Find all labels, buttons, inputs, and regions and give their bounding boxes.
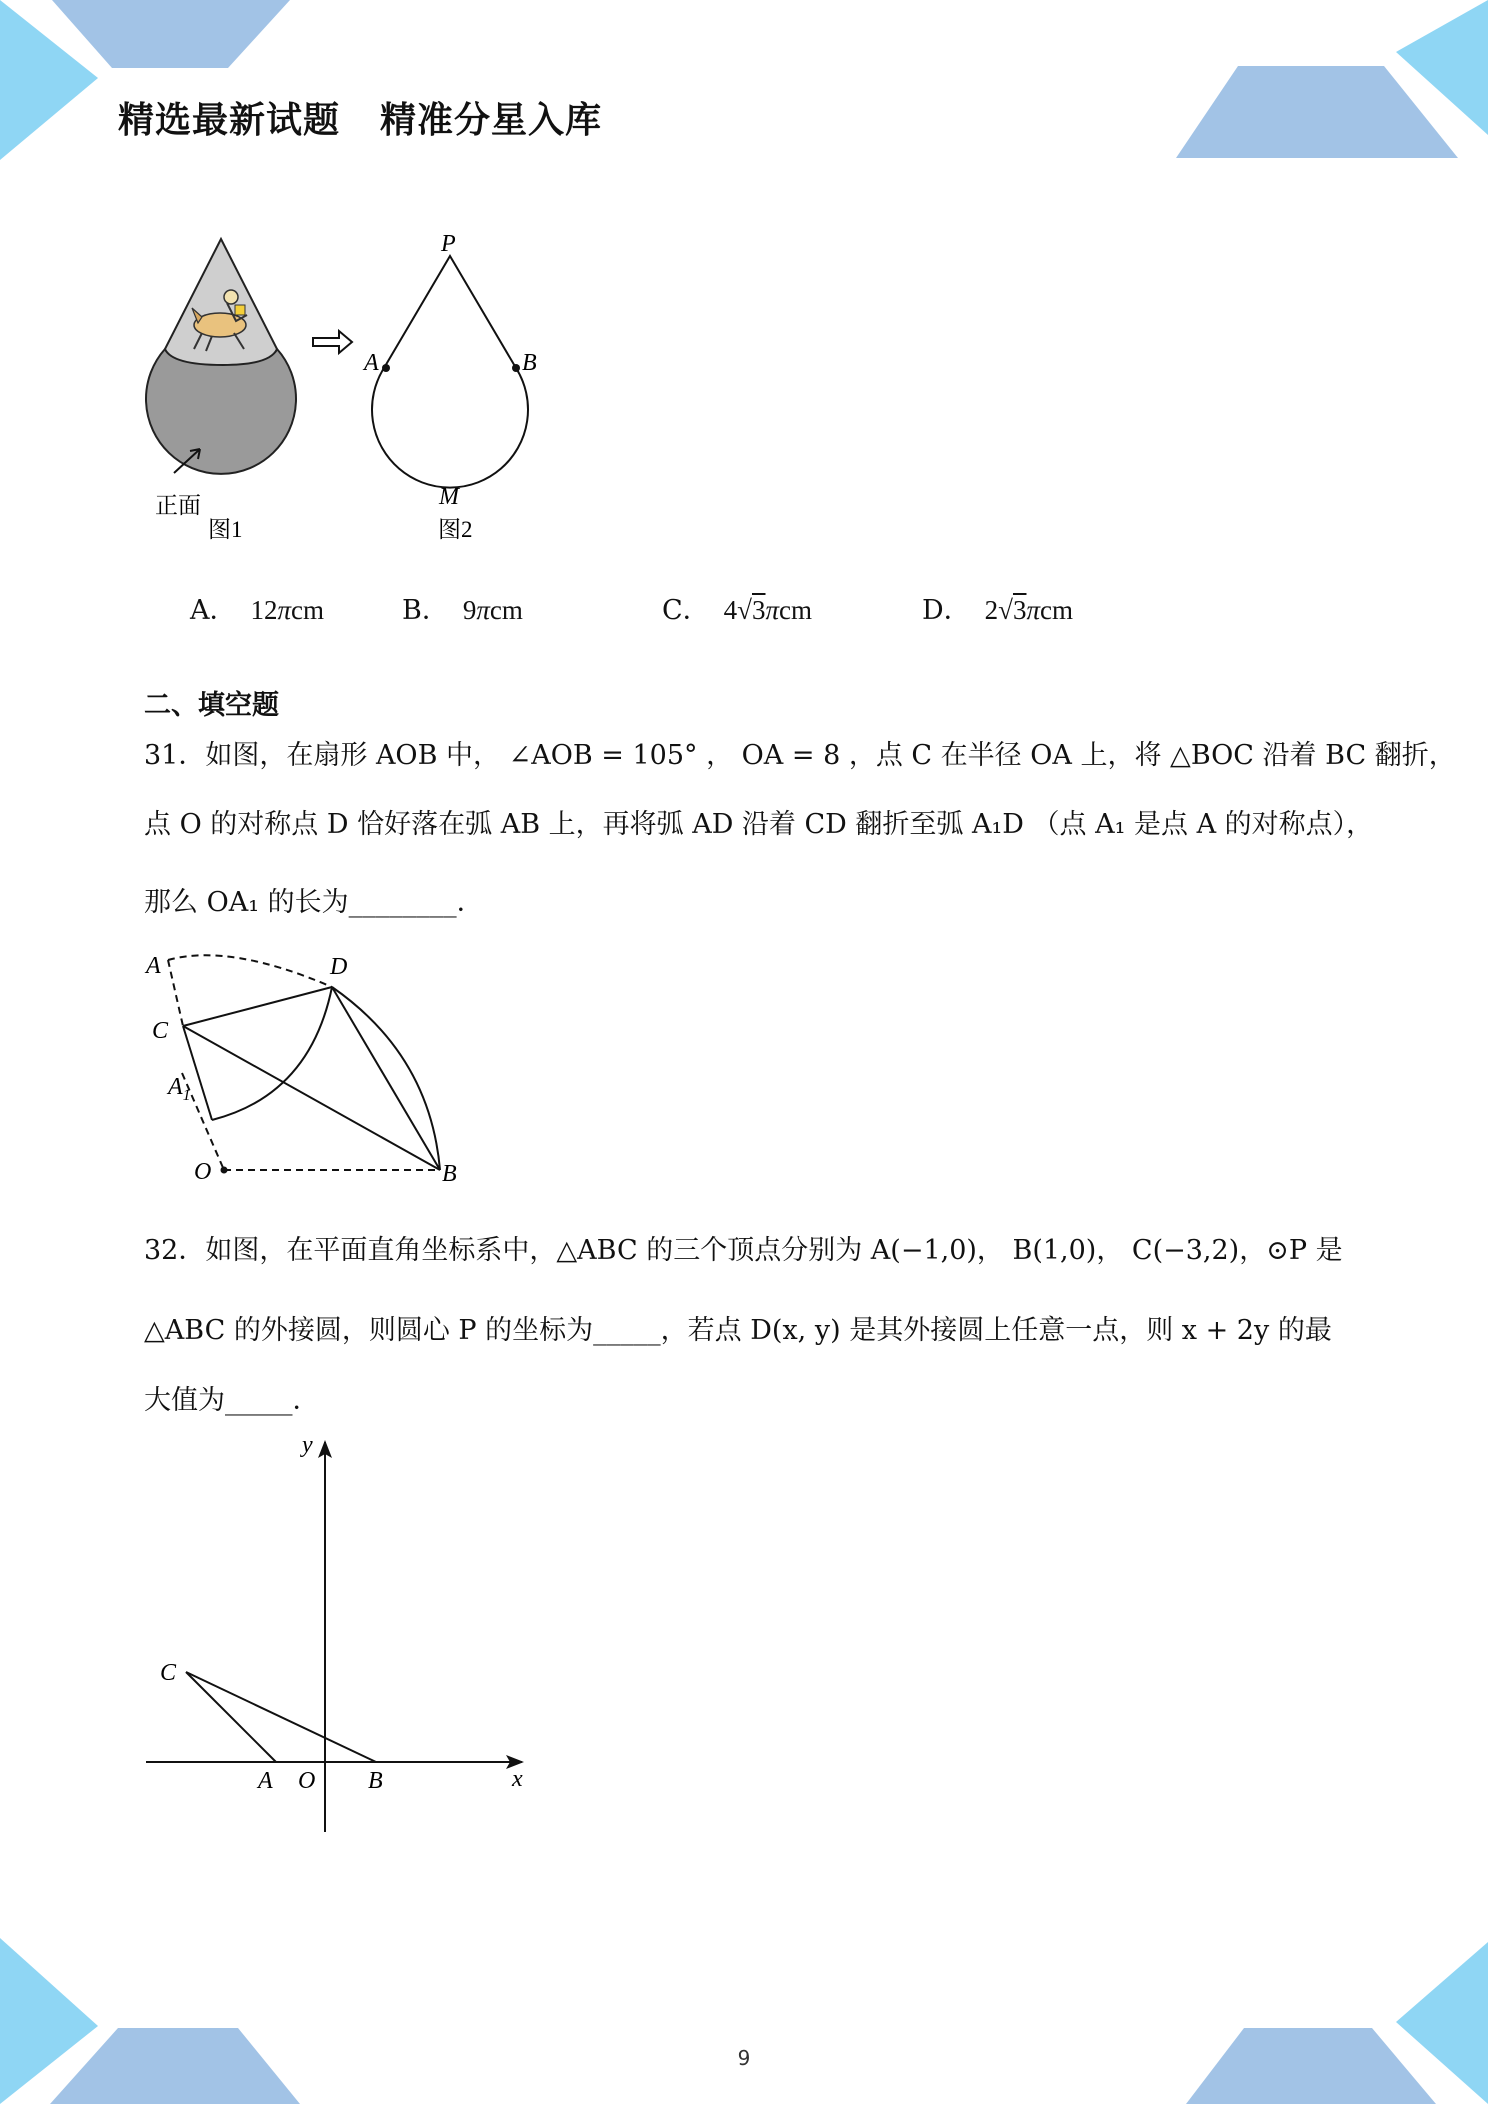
q31-label-c: C (152, 1018, 169, 1044)
corner-trapezoid-top-right (1176, 66, 1458, 158)
q31-segment-cb (183, 1026, 440, 1170)
corner-decoration-top (0, 0, 1488, 170)
q31-line-2: 点 O 的对称点 D 恰好落在弧 AB 上，再将弧 AD 沿着 CD 翻折至弧 A₁D （点 A₁ 是点 A 的对称点）， (144, 809, 1374, 840)
option-value: 2√3πcm (984, 595, 1074, 625)
fig2-point-b (512, 364, 520, 372)
figure-q31 (140, 945, 480, 1195)
fig1-cone-bottom (146, 349, 296, 474)
corner-trapezoid-top-left (52, 0, 290, 68)
fig1-caption: 图1 (208, 517, 243, 542)
header-slogan-left: 精选最新试题 (118, 100, 341, 141)
option-letter: A． (190, 595, 237, 626)
q31-line-1: 31．如图，在扇形 AOB 中， ∠AOB = 105° ， OA = 8 ，点 C 在半径 OA 上，将 △BOC 沿着 BC 翻折， (144, 740, 1456, 771)
page-number: 9 (737, 2046, 751, 2070)
q31-segment-cd (183, 987, 332, 1026)
q32-segment-cb (186, 1672, 376, 1762)
fig2-label-b: B (522, 350, 537, 376)
fig1-front-label: 正面 (155, 493, 201, 518)
option-letter: C． (662, 595, 710, 626)
header-slogan (118, 92, 602, 143)
q31-label-d: D (330, 954, 348, 980)
option-letter: D． (922, 595, 971, 626)
fig2-drop-outline (372, 256, 528, 488)
q32-segment-ca (186, 1672, 276, 1762)
fig2-label-p: P (441, 231, 456, 257)
option-value: 12πcm (250, 595, 325, 625)
fig2-label-m: M (439, 484, 459, 510)
transform-arrow-icon (313, 331, 352, 353)
fig2-caption: 图2 (438, 517, 473, 542)
q32-label-x: x (512, 1766, 523, 1792)
q32-label-c: C (160, 1660, 177, 1686)
sqrt-sign: √ (998, 595, 1013, 625)
section-title: 二、填空题 (144, 690, 279, 721)
option-a (190, 588, 324, 627)
q31-line-3: 那么 OA₁ 的长为________． (144, 887, 484, 918)
option-c (662, 588, 812, 627)
q31-segment-db (332, 987, 440, 1170)
corner-decoration-bottom (0, 1930, 1488, 2104)
q31-label-o: O (194, 1159, 212, 1185)
q32-label-b: B (368, 1768, 383, 1794)
q31-point-o (221, 1167, 228, 1174)
option-value: 4√3πcm (723, 595, 813, 625)
q32-line-3: 大值为_____． (144, 1385, 320, 1416)
figure-q30 (130, 225, 570, 545)
fig1-cone-top (165, 239, 277, 365)
q32-label-a: A (258, 1768, 273, 1794)
header-slogan-right: 精准分星入库 (380, 100, 603, 141)
fig2-label-a: A (364, 350, 379, 376)
sqrt-sign: √ (737, 595, 752, 625)
fig2-point-a (382, 364, 390, 372)
q31-label-a1: $A_1$ (168, 1074, 191, 1104)
q31-arc-outer-dashed (168, 955, 332, 987)
option-d (922, 588, 1073, 627)
q32-label-o: O (298, 1768, 316, 1794)
q32-line-2: △ABC 的外接圆，则圆心 P 的坐标为_____，若点 D(x, y) 是其外接圆上任意一点，则 x + 2y 的最 (144, 1315, 1332, 1346)
q32-label-y: y (302, 1432, 313, 1458)
figure-q32 (140, 1430, 560, 1840)
q31-label-b: B (442, 1161, 457, 1187)
option-letter: B． (402, 595, 449, 626)
option-value: 9πcm (462, 595, 523, 625)
q32-line-1: 32．如图，在平面直角坐标系中，△ABC 的三个顶点分别为 A(−1,0)， B(1,0)， C(−3,2)，⊙P 是 (144, 1235, 1343, 1266)
option-b (402, 588, 523, 627)
q31-label-a: A (146, 953, 161, 979)
